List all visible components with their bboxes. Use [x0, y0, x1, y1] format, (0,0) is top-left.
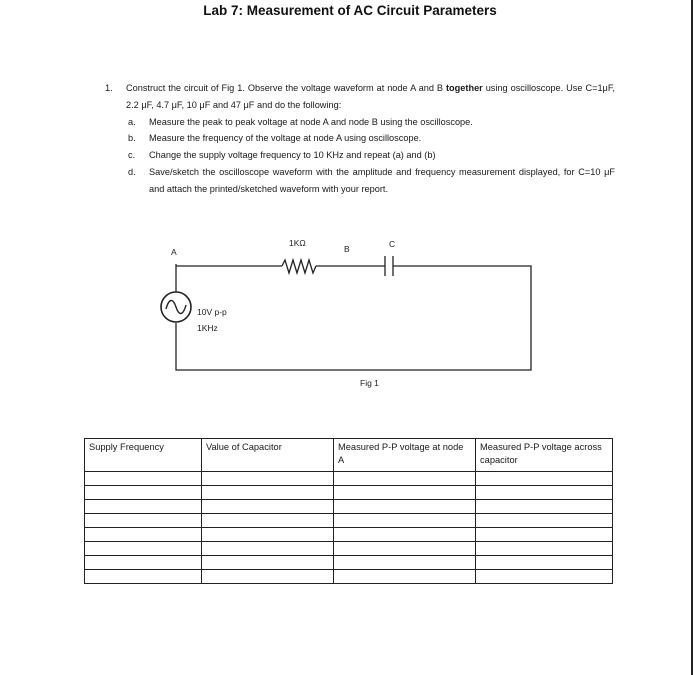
table-cell[interactable]: [334, 542, 476, 556]
sub-item-c: c. Change the supply voltage frequency to 10 KHz and repeat (a) and (b): [128, 150, 436, 161]
table-row: [85, 542, 613, 556]
source-frequency-label: 1KHz: [197, 323, 218, 333]
table-row: [85, 500, 613, 514]
table-cell[interactable]: [85, 528, 202, 542]
wire-right: [176, 266, 531, 370]
table-cell[interactable]: [202, 542, 334, 556]
header-voltage-capacitor: Measured P-P voltage across capacitor: [476, 439, 613, 472]
page-title: Lab 7: Measurement of AC Circuit Parameters: [203, 3, 497, 18]
table-body: [85, 472, 613, 584]
table-row: [85, 514, 613, 528]
sub-item-d: d. Save/sketch the oscilloscope waveform with the amplitude and frequency measurement displayed, for C=10 μF and attach the printed/sketched waveform with your report.: [128, 166, 615, 194]
table-cell[interactable]: [476, 472, 613, 486]
header-voltage-node-a: Measured P-P voltage at node A: [334, 439, 476, 472]
table-cell[interactable]: [85, 542, 202, 556]
table-cell[interactable]: [334, 556, 476, 570]
table-row: [85, 486, 613, 500]
wire-top-left: [176, 264, 282, 266]
table-cell[interactable]: [334, 472, 476, 486]
node-a-label: A: [171, 247, 177, 257]
table-cell[interactable]: [85, 486, 202, 500]
table-row: [85, 570, 613, 584]
source-voltage-label: 10V p-p: [197, 307, 227, 317]
figure-caption: Fig 1: [360, 378, 379, 388]
node-b-label: B: [344, 244, 350, 254]
table-row: [85, 472, 613, 486]
emphasis-together: together: [446, 83, 483, 93]
table-header-row: [85, 439, 613, 472]
results-table: [84, 438, 613, 584]
table-cell[interactable]: [476, 500, 613, 514]
table-cell[interactable]: [476, 570, 613, 584]
table-cell[interactable]: [334, 514, 476, 528]
table-cell[interactable]: [334, 486, 476, 500]
table-cell[interactable]: [85, 556, 202, 570]
table-cell[interactable]: [85, 570, 202, 584]
table-cell[interactable]: [202, 514, 334, 528]
table-cell[interactable]: [202, 570, 334, 584]
table-cell[interactable]: [476, 528, 613, 542]
question-intro: Construct the circuit of Fig 1. Observe the voltage waveform at node A and B together using oscilloscope. Use C=1μF, 2.2 μF, 4.7 μF, 10 μF and 47 μF and do the following:: [126, 83, 615, 110]
table-cell[interactable]: [476, 542, 613, 556]
sine-wave-icon: [166, 300, 186, 313]
sub-item-a: a. Measure the peak to peak voltage at node A and node B using the oscilloscope.: [128, 116, 473, 127]
header-supply-frequency: Supply Frequency: [85, 439, 202, 472]
table-cell[interactable]: [334, 500, 476, 514]
table-cell[interactable]: [202, 528, 334, 542]
table-cell[interactable]: [334, 528, 476, 542]
node-c-label: C: [389, 239, 396, 249]
sub-item-b: b. Measure the frequency of the voltage at node A using oscilloscope.: [128, 133, 422, 144]
capacitor-symbol: [385, 256, 393, 276]
table-row: [85, 528, 613, 542]
resistor-label: 1KΩ: [289, 238, 306, 248]
header-capacitor-value: Value of Capacitor: [202, 439, 334, 472]
question-number: 1.: [105, 83, 113, 93]
table-cell[interactable]: [476, 556, 613, 570]
table-cell[interactable]: [202, 556, 334, 570]
resistor-symbol: [282, 260, 316, 273]
table-cell[interactable]: [85, 514, 202, 528]
table-cell[interactable]: [334, 570, 476, 584]
table-cell[interactable]: [85, 472, 202, 486]
table-cell[interactable]: [202, 500, 334, 514]
table-cell[interactable]: [476, 514, 613, 528]
table-cell[interactable]: [202, 472, 334, 486]
table-cell[interactable]: [476, 486, 613, 500]
table-cell[interactable]: [85, 500, 202, 514]
table-cell[interactable]: [202, 486, 334, 500]
table-row: [85, 556, 613, 570]
